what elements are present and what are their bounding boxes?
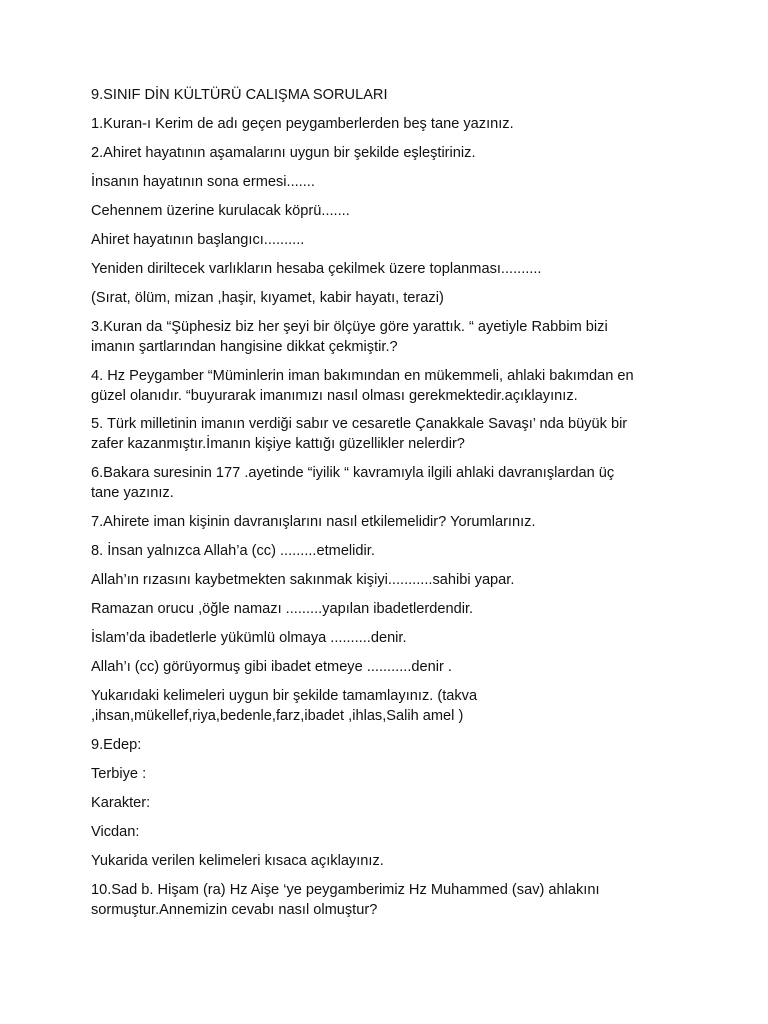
question-9: 9.Edep: bbox=[91, 737, 142, 753]
fill-blank-item: Allah’ın rızasını kaybetmekten sakınmak kişiyi...........sahibi yapar. bbox=[91, 572, 515, 588]
question-5: 5. Türk milletinin imanın verdiği sabır ve cesaretle Çanakkale Savaşı’ nda büyük bir bbox=[91, 416, 628, 432]
term-instruction: Yukarida verilen kelimeleri kısaca açıklayınız. bbox=[91, 853, 384, 869]
question-10: 10.Sad b. Hişam (ra) Hz Aişe ‘ye peygamberimiz Hz Muhammed (sav) ahlakını bbox=[91, 882, 600, 898]
question-5-continued: zafer kazanmıştır.İmanın kişiye kattığı güzellikler nelerdir? bbox=[91, 436, 465, 452]
question-3-continued: imanın şartlarından hangisine dikkat çekmiştir.? bbox=[91, 339, 398, 355]
question-1: 1.Kuran-ı Kerim de adı geçen peygamberlerden beş tane yazınız. bbox=[91, 116, 514, 132]
matching-options: (Sırat, ölüm, mizan ,haşir, kıyamet, kabir hayatı, terazi) bbox=[91, 290, 444, 306]
document-title: 9.SINIF DİN KÜLTÜRÜ CALIŞMA SORULARI bbox=[91, 87, 388, 103]
fill-blank-item: Allah’ı (cc) görüyormuş gibi ibadet etmeye ...........denir . bbox=[91, 659, 452, 675]
matching-item: İnsanın hayatının sona ermesi....... bbox=[91, 174, 315, 190]
fill-blank-word-bank: ,ihsan,mükellef,riya,bedenle,farz,ibadet ,ihlas,Salih amel ) bbox=[91, 708, 464, 724]
term-item: Karakter: bbox=[91, 795, 151, 811]
question-6-continued: tane yazınız. bbox=[91, 485, 174, 501]
fill-blank-instruction: Yukarıdaki kelimeleri uygun bir şekilde tamamlayınız. (takva bbox=[91, 688, 478, 704]
matching-item: Cehennem üzerine kurulacak köprü....... bbox=[91, 203, 350, 219]
question-2: 2.Ahiret hayatının aşamalarını uygun bir şekilde eşleştiriniz. bbox=[91, 145, 476, 161]
question-8: 8. İnsan yalnızca Allah’a (cc) .........etmelidir. bbox=[91, 543, 375, 559]
question-4: 4. Hz Peygamber “Müminlerin iman bakımından en mükemmeli, ahlaki bakımdan en bbox=[91, 368, 634, 384]
question-3: 3.Kuran da “Şüphesiz biz her şeyi bir ölçüye göre yarattık. “ ayetiyle Rabbim bizi bbox=[91, 319, 608, 335]
matching-item: Yeniden diriltecek varlıkların hesaba çekilmek üzere toplanması.......... bbox=[91, 261, 542, 277]
question-7: 7.Ahirete iman kişinin davranışlarını nasıl etkilemelidir? Yorumlarınız. bbox=[91, 514, 536, 530]
question-10-continued: sormuştur.Annemizin cevabı nasıl olmuştur? bbox=[91, 902, 378, 918]
question-4-continued: güzel olanıdır. “buyurarak imanımızı nasıl olması gerekmektedir.açıklayınız. bbox=[91, 388, 578, 404]
fill-blank-item: İslam’da ibadetlerle yükümlü olmaya ..........denir. bbox=[91, 630, 407, 646]
term-item: Vicdan: bbox=[91, 824, 140, 840]
matching-item: Ahiret hayatının başlangıcı.......... bbox=[91, 232, 305, 248]
term-item: Terbiye : bbox=[91, 766, 147, 782]
fill-blank-item: Ramazan orucu ,öğle namazı .........yapılan ibadetlerdendir. bbox=[91, 601, 474, 617]
question-6: 6.Bakara suresinin 177 .ayetinde “iyilik “ kavramıyla ilgili ahlaki davranışlardan üç bbox=[91, 465, 615, 481]
